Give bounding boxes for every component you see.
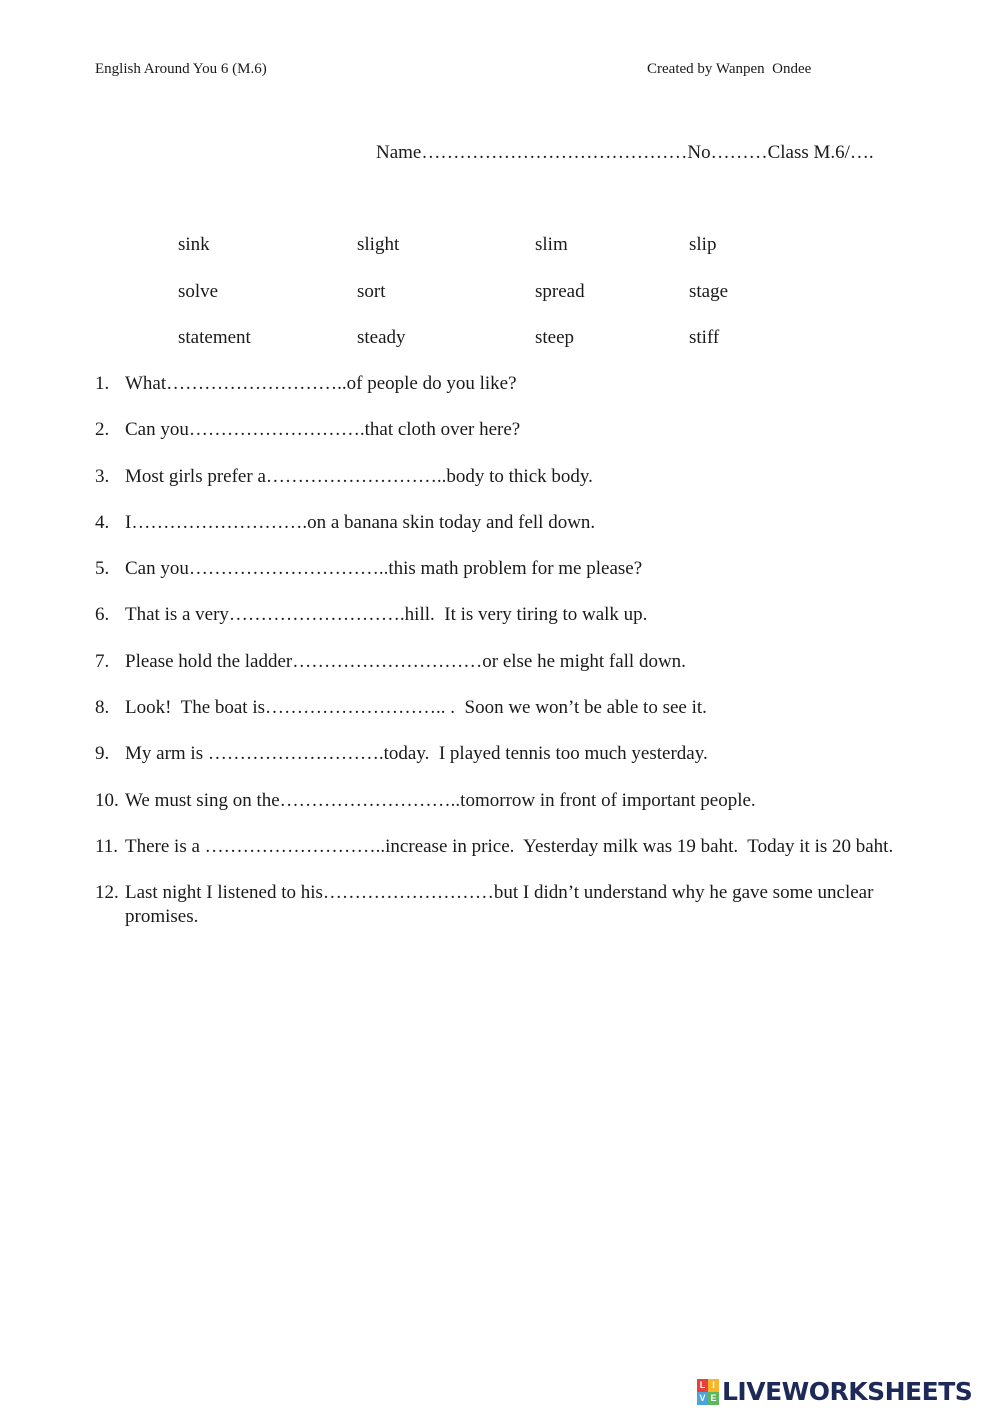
word-bank-word: spread bbox=[535, 280, 585, 302]
question-item bbox=[95, 511, 910, 535]
question-number: 10. bbox=[95, 789, 119, 811]
question-number: 7. bbox=[95, 650, 110, 672]
question-list bbox=[95, 372, 910, 928]
word-bank-word: solve bbox=[178, 280, 219, 302]
question-text: My arm is ……………………….today. I played tennis too much yesterday. bbox=[125, 743, 708, 765]
question-item bbox=[95, 603, 910, 627]
question-number: 5. bbox=[95, 558, 110, 580]
word-bank-word: slip bbox=[689, 234, 717, 255]
question-number: 1. bbox=[95, 373, 110, 394]
question-item bbox=[95, 742, 910, 766]
document-course-title: English Around You 6 (M.6) bbox=[95, 61, 267, 77]
question-number: 6. bbox=[95, 604, 110, 626]
question-text: Can you…………………………..this math problem for me please? bbox=[125, 558, 643, 580]
question-item bbox=[95, 835, 910, 859]
word-bank-word: steady bbox=[357, 327, 406, 348]
question-text: There is a ………………………..increase in price. Yesterday milk was 19 baht. Today it is 20 baht. bbox=[125, 835, 894, 857]
logo-letter: I bbox=[708, 1379, 719, 1392]
question-text: That is a very……………………….hill. It is very tiring to walk up. bbox=[125, 604, 648, 626]
question-number: 4. bbox=[95, 511, 110, 533]
question-number: 12. bbox=[95, 882, 119, 904]
question-item bbox=[95, 372, 910, 396]
word-bank-word: slight bbox=[357, 234, 400, 255]
word-bank-word: slim bbox=[535, 234, 568, 255]
question-item bbox=[95, 650, 910, 674]
question-number: 2. bbox=[95, 419, 110, 441]
question-item bbox=[95, 789, 910, 813]
word-bank-word: sort bbox=[357, 280, 386, 302]
question-item bbox=[95, 418, 910, 442]
question-text: What………………………..of people do you like? bbox=[125, 373, 517, 394]
word-bank-word: steep bbox=[535, 327, 575, 348]
question-number: 9. bbox=[95, 743, 110, 765]
word-bank-word: stiff bbox=[689, 327, 720, 348]
liveworksheets-logo-icon bbox=[697, 1379, 719, 1405]
question-text: Look! The boat is……………………….. . Soon we won’t be able to see it. bbox=[125, 697, 707, 719]
liveworksheets-watermark bbox=[697, 1378, 972, 1406]
question-text: Can you……………………….that cloth over here? bbox=[125, 419, 521, 441]
logo-letter: V bbox=[697, 1392, 708, 1405]
logo-letter: E bbox=[708, 1392, 719, 1405]
word-bank-word: stage bbox=[689, 280, 729, 302]
question-item bbox=[95, 881, 910, 928]
question-text: Last night I listened to his………………………but I didn’t understand why he gave some unclear promises. bbox=[125, 882, 879, 927]
question-text: We must sing on the………………………..tomorrow in front of important people. bbox=[125, 789, 756, 811]
word-bank-word: statement bbox=[178, 327, 251, 348]
question-number: 8. bbox=[95, 697, 110, 719]
question-text: Most girls prefer a………………………..body to thick body. bbox=[125, 465, 593, 487]
question-text: I……………………….on a banana skin today and fell down. bbox=[125, 511, 596, 533]
question-item bbox=[95, 465, 910, 489]
word-bank-word: sink bbox=[178, 234, 210, 255]
document-author: Created by Wanpen Ondee bbox=[647, 61, 812, 77]
question-item bbox=[95, 696, 910, 720]
question-text: Please hold the ladder…………………………or else he might fall down. bbox=[125, 650, 686, 672]
question-number: 11. bbox=[95, 835, 119, 857]
question-item bbox=[95, 557, 910, 581]
logo-letter: L bbox=[697, 1379, 708, 1392]
question-number: 3. bbox=[95, 465, 110, 487]
liveworksheets-logo-text: LIVEWORKSHEETS bbox=[722, 1377, 973, 1406]
student-info-line: Name……………………………………No………Class M.6/…. bbox=[376, 142, 874, 163]
